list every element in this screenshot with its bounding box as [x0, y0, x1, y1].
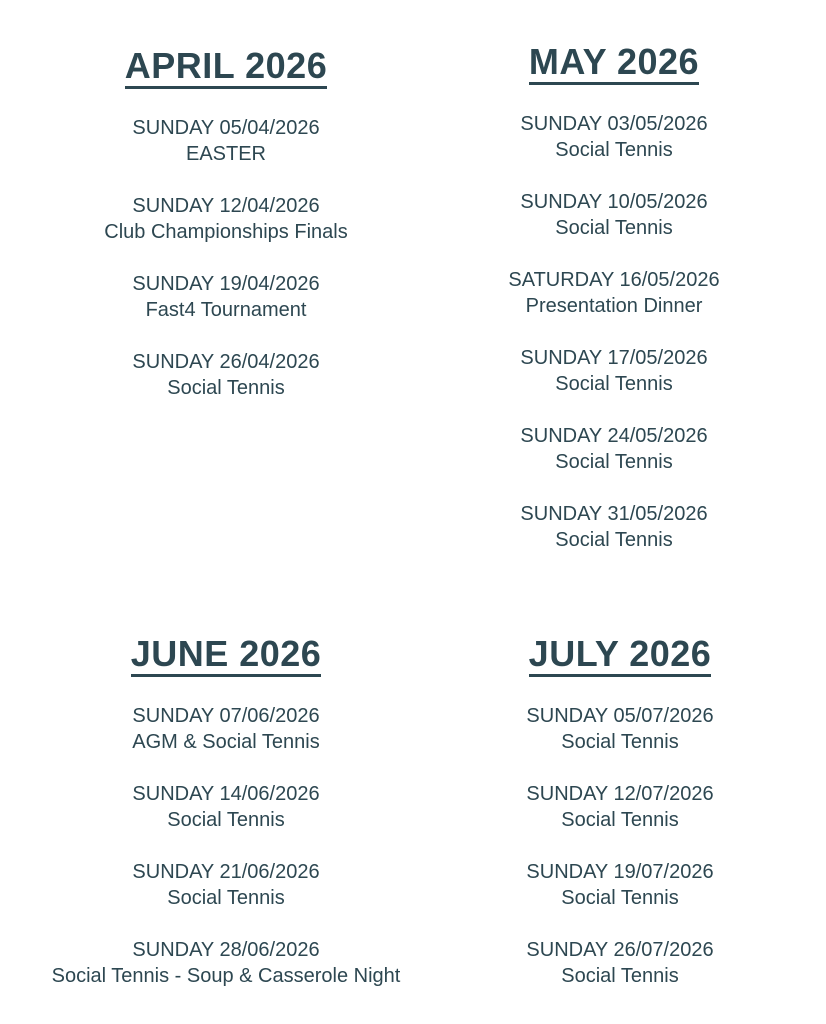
- event-item: [420, 859, 820, 911]
- month-may: [414, 42, 814, 579]
- month-april: [26, 46, 426, 427]
- event-name: Social Tennis: [555, 451, 673, 473]
- event-date: SUNDAY 17/05/2026: [520, 347, 708, 369]
- month-title: JULY 2026: [529, 634, 712, 677]
- event-date: SUNDAY 12/04/2026: [132, 195, 320, 217]
- event-name: Social Tennis: [555, 373, 673, 395]
- event-date: SUNDAY 05/07/2026: [526, 705, 714, 727]
- event-list: [414, 111, 814, 553]
- event-name: Social Tennis: [555, 139, 673, 161]
- event-date: SUNDAY 19/04/2026: [132, 273, 320, 295]
- month-title: APRIL 2026: [125, 46, 327, 89]
- event-date: SUNDAY 03/05/2026: [520, 113, 708, 135]
- event-item: [26, 349, 426, 401]
- event-item: [26, 859, 426, 911]
- event-name: Social Tennis: [561, 887, 679, 909]
- event-name: Social Tennis: [167, 377, 285, 399]
- event-name: Presentation Dinner: [525, 295, 703, 317]
- event-name: Social Tennis: [561, 731, 679, 753]
- month-title: JUNE 2026: [131, 634, 322, 677]
- event-item: [26, 937, 426, 989]
- event-item: [26, 271, 426, 323]
- event-item: [414, 189, 814, 241]
- event-item: [414, 111, 814, 163]
- month-june: [26, 634, 426, 1015]
- event-date: SUNDAY 05/04/2026: [132, 117, 320, 139]
- event-name: Social Tennis: [167, 809, 285, 831]
- event-date: SUNDAY 28/06/2026: [132, 939, 320, 961]
- event-date: SUNDAY 10/05/2026: [520, 191, 708, 213]
- event-date: SUNDAY 26/04/2026: [132, 351, 320, 373]
- event-date: SUNDAY 14/06/2026: [132, 783, 320, 805]
- event-item: [414, 267, 814, 319]
- event-item: [26, 703, 426, 755]
- event-name: Social Tennis: [167, 887, 285, 909]
- event-item: [414, 501, 814, 553]
- event-date: SUNDAY 24/05/2026: [520, 425, 708, 447]
- event-name: AGM & Social Tennis: [132, 731, 320, 753]
- event-name: EASTER: [185, 143, 267, 165]
- event-item: [414, 423, 814, 475]
- event-date: SATURDAY 16/05/2026: [508, 269, 720, 291]
- event-list: [26, 115, 426, 401]
- event-name: Fast4 Tournament: [145, 299, 307, 321]
- event-date: SUNDAY 12/07/2026: [526, 783, 714, 805]
- event-name: Social Tennis: [555, 529, 673, 551]
- event-name: Social Tennis: [555, 217, 673, 239]
- event-item: [26, 193, 426, 245]
- event-item: [26, 115, 426, 167]
- event-item: [420, 781, 820, 833]
- event-list: [420, 703, 820, 989]
- event-name: Social Tennis: [561, 809, 679, 831]
- event-date: SUNDAY 31/05/2026: [520, 503, 708, 525]
- event-item: [26, 781, 426, 833]
- event-name: Social Tennis - Soup & Casserole Night: [51, 965, 401, 987]
- event-date: SUNDAY 21/06/2026: [132, 861, 320, 883]
- event-item: [420, 703, 820, 755]
- month-title: MAY 2026: [529, 42, 699, 85]
- event-name: Social Tennis: [561, 965, 679, 987]
- event-date: SUNDAY 19/07/2026: [526, 861, 714, 883]
- event-name: Club Championships Finals: [104, 221, 348, 243]
- event-list: [26, 703, 426, 989]
- event-date: SUNDAY 26/07/2026: [526, 939, 714, 961]
- event-date: SUNDAY 07/06/2026: [132, 705, 320, 727]
- event-item: [414, 345, 814, 397]
- month-july: [420, 634, 820, 1015]
- event-item: [420, 937, 820, 989]
